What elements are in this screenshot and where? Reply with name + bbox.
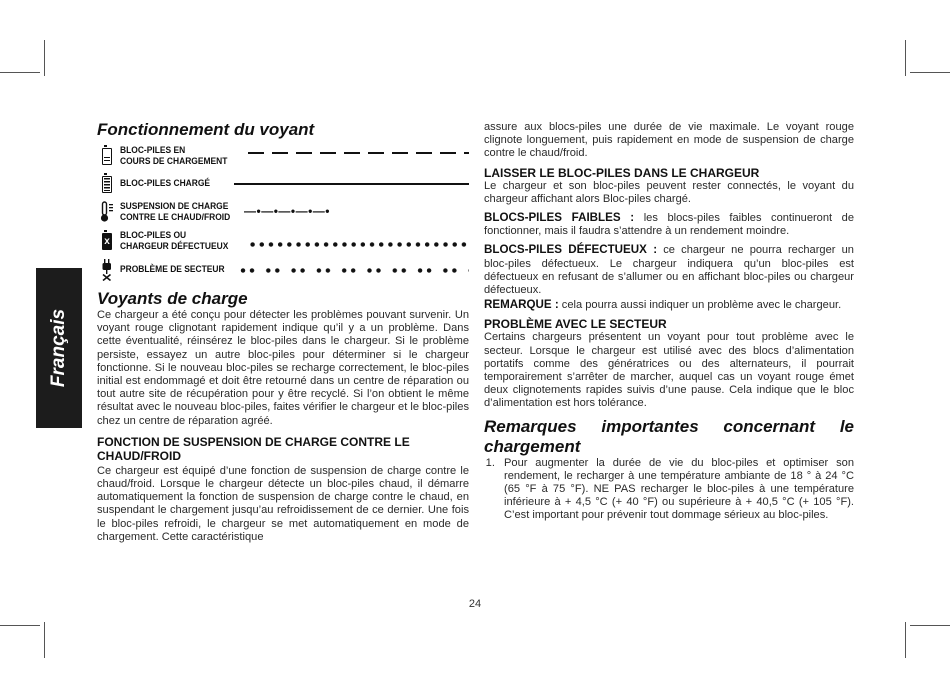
text-defectueux: ce chargeur ne pourra recharger un bloc-piles défectueux. Le chargeur indiquera qu’un bloc-piles est défectueux en refusant de s’allumer ou en affichant bloc-piles ou chargeur défectueux. [484,244,854,297]
legend-label: BLOC-PILES CHARGÉ [120,178,211,190]
crop-mark [905,40,906,76]
crop-mark [910,72,950,73]
paragraph-remarque [484,298,854,312]
right-column [484,121,854,523]
heading-suspension: FONCTION DE SUSPENSION DE CHARGE CONTRE LE CHAUD/FROID [97,434,410,463]
paragraph-secteur: Certains chargeurs présentent un voyant pour tout problème avec le secteur. Lorsque le chargeur est utilisé avec des blocs d’alimentation portatifs comme des génératrices ou des alternateurs, il pourrait temporairement s’arrêter de marcher, auquel cas un voyant rouge émet deux clignotements rapides suivis d’une pause. Cela indique que le bloc d’alimentation est hors tolérance. [484,331,854,410]
pattern-dash-dot: —•—•—•—•—• [244,204,331,219]
legend-label: BLOC-PILES EN [120,144,186,156]
lead-remarque: REMARQUE : [484,298,559,312]
remarks-list [484,457,854,523]
legend-label: CONTRE LE CHAUD/FROID [120,212,231,223]
text-faibles: les blocs-piles faibles continueront de fonctionner, mais il faudra s’attendre à un rendement moindre. [484,212,855,238]
pattern-rapid-dots [248,235,469,247]
crop-mark [44,40,45,76]
battery-defective-icon: x [102,233,112,250]
heading-voyants-charge: Voyants de charge [97,289,248,308]
heading-laisser: LAISSER LE BLOC-PILES DANS LE CHARGEUR [484,165,760,180]
legend-label: PROBLÈME DE SECTEUR [120,264,225,276]
battery-full-icon [102,176,112,193]
legend-row-hot-cold [100,199,469,225]
legend-row-defective [100,228,469,254]
legend-label: CHARGEUR DÉFECTUEUX [120,241,229,252]
pattern-paired-dots [248,264,469,276]
list-item: 1. Pour augmenter la durée de vie du bloc-piles et optimiser son rendement, le recharger à une température ambiante de 18 ° à 24 °C (65 °F à 75 °F). NE PAS recharger le bloc-piles à une température inférieure à + 4,5 °C (+ 40 °F) ou supérieure à + 40,5 °C (+ 105 °F). C’est important pour prévenir tout dommage sérieux au bloc-piles. [498,457,854,523]
language-side-tab [36,268,82,428]
heading-fonctionnement: Fonctionnement du voyant [97,120,315,139]
paragraph-suspension: Ce chargeur est équipé d’une fonction de suspension de charge contre le chaud/froid. Lorsque le chargeur détecte un bloc-piles chaud, il démarre automatiquement la fonction de suspension de charge contre le chaud, en suspendant le chargement jusqu’au refroidissement de ce dernier. Une fois le bloc-piles refroidi, le chargeur se met automatiquement en mode de chargement. Cette caractéristique [97,464,469,543]
heading-secteur: PROBLÈME AVEC LE SECTEUR [484,317,667,332]
thermometer-icon [100,201,114,223]
plug-icon [100,259,114,281]
left-column [97,120,469,544]
crop-mark [0,625,40,626]
crop-mark [905,622,906,658]
paragraph-defectueux [484,243,854,297]
legend-row-mains-problem [100,259,469,281]
indicator-legend [97,143,469,281]
legend-row-charging [100,143,469,169]
page-number: 24 [468,598,482,610]
lead-defectueux: BLOCS-PILES DÉFECTUEUX : [484,243,658,257]
crop-mark [910,625,950,626]
paragraph-faibles [484,211,854,238]
pattern-solid-line [248,178,469,190]
legend-label: BLOC-PILES OU [120,229,187,241]
legend-row-charged [100,173,469,195]
crop-mark [44,622,45,658]
heading-remarques-importantes: Remarques importantes concernant le chargement [484,416,854,456]
battery-charging-icon [102,148,112,165]
lead-faibles: BLOCS-PILES FAIBLES : [484,211,635,225]
legend-label: SUSPENSION DE CHARGE [120,200,229,212]
paragraph-voyants-charge: Ce chargeur a été conçu pour détecter les problèmes pouvant survenir. Un voyant rouge clignotant rapidement indique qu’il y a un problème. Dans cette éventualité, réinsérez le bloc-piles dans le chargeur. Si le problème persiste, essayez un autre bloc-piles pour déterminer si le chargeur fonctionne. Si le nouveau bloc-piles se recharge correctement, le bloc-piles initial est endommagé et doit être retourné dans un centre de réparation ou tout autre site de récupération pour y être recyclé. Si l’on obtient le même résultat avec le nouveau bloc-piles, faites vérifier le chargeur et le bloc-piles chez un centre de réparation agréé. [97,309,469,427]
legend-label: COURS DE CHARGEMENT [120,156,228,167]
paragraph-laisser: Le chargeur et son bloc-piles peuvent rester connectés, le voyant du chargeur affichant alors Bloc-piles chargé. [484,179,854,205]
side-tab-label: Français [48,308,69,388]
paragraph-continued: assure aux blocs-piles une durée de vie maximale. Le voyant rouge clignote longuement, puis rapidement en mode de suspension de charge contre le chaud/froid. [484,121,854,160]
text-remarque: cela pourra aussi indiquer un problème avec le chargeur. [558,299,842,312]
crop-mark [0,72,40,73]
pattern-long-dashes [248,150,469,162]
